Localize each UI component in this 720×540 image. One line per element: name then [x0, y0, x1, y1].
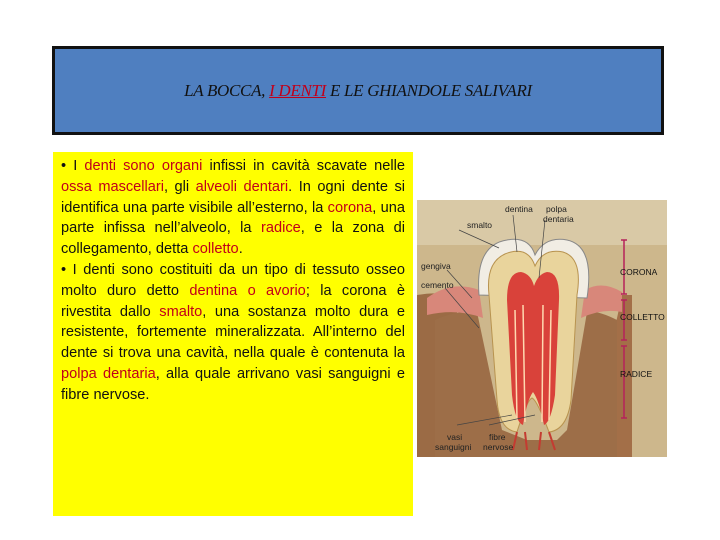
paragraph-2: [61, 260, 405, 406]
tooth-diagram: [417, 200, 667, 457]
label-radice: RADICE: [620, 369, 653, 379]
label-polpa-1: polpa: [546, 204, 567, 214]
paragraph1-segment: corona: [327, 199, 373, 216]
paragraph2-segment: , una sostanza molto dura e resistente, fortemente mineralizzata. All’interno del dente si trova una cavità, nella quale è contenuta la: [61, 303, 405, 362]
title-part-1: LA BOCCA,: [184, 80, 270, 100]
tooth-illustration: [417, 200, 667, 457]
label-dentina: dentina: [505, 204, 533, 214]
label-fibre-1: fibre: [489, 432, 506, 442]
paragraph1-segment: .: [238, 241, 243, 258]
paragraph2-segment: polpa dentaria: [61, 365, 156, 382]
paragraph1-segment: colletto: [192, 241, 239, 258]
label-vasi-1: vasi: [447, 432, 463, 442]
label-fibre-2: nervose: [483, 442, 514, 452]
label-corona: CORONA: [620, 267, 658, 277]
paragraph1-segment: . In ogni dente si identifica una parte visibile all’esterno, la: [61, 178, 405, 216]
slide-title: [184, 81, 532, 101]
paragraph2-segment: • I denti sono costituiti da un tipo di tessuto osseo molto duro detto: [61, 261, 405, 299]
paragraph1-segment: , e la zona di collegamento, detta: [61, 220, 405, 258]
paragraph-1: [61, 156, 405, 260]
label-vasi-2: sanguigni: [435, 442, 472, 452]
title-banner: [52, 46, 664, 135]
title-part-2: E LE GHIANDOLE SALIVARI: [326, 80, 532, 100]
paragraph2-segment: , alla quale arrivano vasi sanguigni e fibre nervose.: [61, 365, 405, 403]
paragraph1-segment: , una parte infissa nell’alveolo, la: [61, 199, 405, 237]
paragraph1-segment: • I: [61, 158, 85, 174]
paragraph2-segment: dentina o avorio: [189, 282, 306, 299]
paragraph1-segment: , gli: [164, 178, 196, 195]
paragraph1-segment: alveoli dentari: [195, 178, 289, 195]
label-polpa-2: dentaria: [543, 214, 574, 224]
paragraph1-segment: radice: [260, 220, 301, 237]
label-cemento: cemento: [421, 280, 454, 290]
paragraph2-segment: ; la corona è rivestita dallo: [61, 282, 405, 320]
label-smalto: smalto: [467, 220, 493, 230]
text-panel: [53, 152, 413, 516]
paragraph1-segment: infissi in cavità scavate nelle: [202, 158, 406, 174]
paragraph2-segment: smalto: [159, 303, 203, 320]
paragraph1-segment: denti sono organi: [84, 158, 203, 174]
label-gengiva: gengiva: [421, 261, 451, 271]
paragraph1-segment: ossa mascellari: [61, 178, 165, 195]
label-colletto: COLLETTO: [620, 312, 665, 322]
title-highlight: I DENTI: [269, 80, 327, 100]
